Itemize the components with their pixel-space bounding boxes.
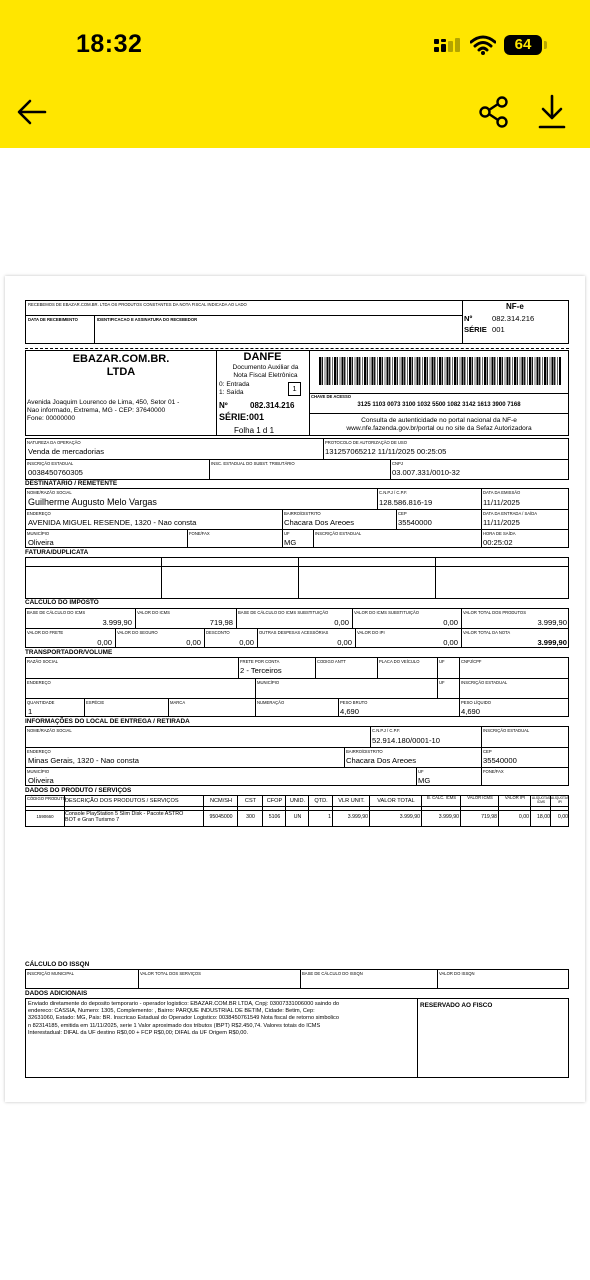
transp-bruto: 4,690 [340,707,360,716]
transp-uf2-label: UF [439,680,445,685]
col-descricao: DESCRIÇÃO DOS PRODUTOS / SERVIÇOS [65,798,179,804]
entrega-fone-label: FONE/FAX [483,769,504,774]
entrega-bairro-label: BAIRRO/DISTRITO [346,749,383,754]
adicionais-section: DADOS ADICIONAIS [25,990,88,997]
prod-ncm: 95045000 [209,814,233,820]
cnpj-value: 03.007.331/0010-32 [392,468,460,477]
issqn-servicos-label: VALOR TOTAL DOS SERVIÇOS [140,971,201,976]
operacao-box [25,438,569,480]
imp-desconto: 0,00 [239,638,254,647]
imp-ipi: 0,00 [443,638,458,647]
danfe-title: DANFE [243,351,282,363]
protocolo-label: PROTOCOLO DE AUTORIZAÇÃO DE USO [325,440,407,445]
prod-aicms: 18,00 [537,814,550,820]
arrow-left-icon [17,99,47,125]
chave-value: 3125 1103 0073 3100 1032 5500 1082 3142 1613 3900 7168 [357,402,521,408]
reservado-fisco: RESERVADO AO FISCO [420,1002,493,1009]
prod-qtd: 1 [328,814,331,820]
destinatario-section: DESTINATÁRIO / REMETENTE [25,480,118,487]
imp-bc-st-label: BASE DE CÁLCULO DO ICMS SUBSTITUIÇÃO [238,610,329,615]
imp-icms: 719,98 [209,618,233,627]
adicionais-line-2: endereco: CASSIA, Numero: 1305, Complemento: , Bairro: PARQUE INDUSTRIAL DE BETIM, Cidade: Betim, Cep: [28,1008,315,1015]
danfe-serie: SÉRIE:001 [219,412,265,422]
dest-municipio: Oliveira [28,538,54,547]
entrega-nome-label: NOME/RAZÃO SOCIAL [27,728,72,733]
col-vtotal: VALOR TOTAL [377,798,415,804]
adicionais-box [25,998,569,1078]
adicionais-line-5: Interestadual: DIFAL da UF destino R$0,00 + FCP R$0,00; DIFAL da UF Origem R$0,00. [28,1029,249,1036]
dest-municipio-label: MUNICÍPIO [27,531,50,536]
dest-nome: Guilherme Augusto Melo Vargas [28,497,157,507]
imp-desconto-label: DESCONTO [206,630,230,635]
prod-cst: 300 [246,814,255,820]
prod-desc-l1: Console PlayStation 5 Slim Disk - Pacote ASTRO [65,811,184,817]
dest-endereco: AVENIDA MIGUEL RESENDE, 1320 - Nao consta [28,518,197,527]
prod-desc-l2: BOT e Gran Turismo 7 [65,817,120,823]
prod-bcalc: 3.999,90 [438,814,459,820]
danfe-numero-label: Nº [219,401,228,410]
emitente-end-l2: Nao informado, Extrema, MG - CEP: 37640000 [27,407,166,414]
imp-frete: 0,00 [97,638,112,647]
transp-qtd: 1 [28,707,33,716]
prod-vicms: 719,98 [481,814,497,820]
produtos-table [25,795,569,827]
dest-endereco-label: ENDEREÇO [27,511,51,516]
col-aicms: ALÍQUOTAS ICMS [531,796,550,805]
dest-ie-label: INSCRIÇÃO ESTADUAL [315,531,362,536]
imposto-box [25,608,569,648]
issqn-im-label: INSCRIÇÃO MUNICIPAL [27,971,74,976]
issqn-base-label: BASE DE CÁLCULO DO ISSQN [302,971,363,976]
emitente-fone: Fone: 00000000 [27,415,76,422]
emitente-end-l1: Avenida Joaquim Lourenco de Lima, 450, Setor 01 - [27,399,180,406]
transp-frete: 2 - Terceiros [240,666,282,675]
danfe-sub-l1: Documento Auxiliar da [232,364,299,371]
wifi-icon [470,35,496,55]
danfe-tipo: 1 [288,382,301,396]
imp-seguro-label: VALOR DO SEGURO [117,630,158,635]
canhoto-nfe: NF-e [506,302,524,311]
canhoto-numero-label: Nº [464,314,473,323]
chave-label: CHAVE DE ACESSO [311,394,352,399]
transp-antt-label: CODIGO ANTT [317,659,346,664]
imp-outras: 0,00 [337,638,352,647]
protocolo-value: 131257065212 11/11/2025 00:25:05 [325,447,447,456]
dest-cpf-label: C.N.P.J / C.P.F. [379,490,408,495]
imp-st-label: VALOR DO ICMS SUBSTITUIÇÃO [354,610,420,615]
col-qtd: QTD. [314,798,328,804]
entrega-bairro: Chacara Dos Areoes [346,756,417,765]
entrega-box [25,726,569,786]
ident-recebedor-label: IDENTIFICACAO E ASSINATURA DO RECEBEDOR [97,317,198,322]
transp-frete-label: FRETE POR CONTA [240,659,280,664]
col-codigo: CÓDIGO PRODUTO [27,796,67,801]
chave-consulta-l1: Consulta de autenticidade no portal nacional da NF-e [361,417,517,424]
produtos-section: DADOS DO PRODUTO / SERVIÇOS [25,787,132,794]
danfe-folha: Folha 1 d 1 [234,426,275,435]
entrega-cep-label: CEP [483,749,492,754]
entrega-section: INFORMAÇÕES DO LOCAL DE ENTREGA / RETIRADA [25,718,190,725]
entrega-cnpj-label: C.N.P.J / C.P.F. [372,728,401,733]
canhoto-serie-label: SÉRIE [464,325,487,334]
issqn-section: CÁLCULO DO ISSQN [25,961,90,968]
dest-bairro-label: BAIRRO/DISTRITO [284,511,321,516]
prod-aipi: 0,00 [557,814,568,820]
danfe-document[interactable] [5,276,585,1102]
dest-nome-label: NOME/RAZÃO SOCIAL [27,490,72,495]
emitente-nome-l2: LTDA [106,366,136,378]
dest-hora-label: HORA DE SAÍDA [483,531,516,536]
col-cfop: CFOP [266,798,283,804]
danfe-numero: 082.314.216 [250,401,295,410]
dest-hora: 00:25:02 [483,538,513,547]
dest-bairro: Chacara Dos Areoes [284,518,355,527]
transp-numeracao-label: NUMERAÇÃO [257,700,285,705]
entrega-cep: 35540000 [483,756,517,765]
ie-value: 0038450760305 [28,468,83,477]
dest-entrada-label: DATA DA ENTRADA / SAÍDA [483,511,538,516]
entrega-municipio-label: MUNICÍPIO [27,769,50,774]
imp-seguro: 0,00 [186,638,201,647]
download-button[interactable] [532,92,572,132]
entrega-cnpj: 52.914.180/0001-10 [372,736,440,745]
entrega-endereco-label: ENDEREÇO [27,749,51,754]
imp-st: 0,00 [443,618,458,627]
entrega-municipio: Oliveira [28,776,54,785]
fatura-box [25,557,569,599]
entrega-endereco: Minas Gerais, 1320 - Nao consta [28,756,140,765]
barcode [319,357,561,385]
danfe-saida: 1: Saída [219,389,244,396]
transp-municipio-label: MUNICÍPIO [257,680,280,685]
imp-frete-label: VALOR DO FRETE [27,630,64,635]
issqn-box [25,969,569,989]
status-icons [434,32,542,58]
prod-codigo: 1590660 [36,814,54,819]
canhoto-serie: 001 [492,325,505,334]
imp-total-prod: 3.999,90 [537,618,567,627]
dest-entrada: 11/11/2025 [483,518,520,527]
col-ncm: NCM/SH [209,798,233,804]
transp-bruto-label: PESO BRUTO [340,700,368,705]
transportador-box [25,657,569,717]
transp-liquido: 4,690 [461,707,481,716]
danfe-entrada: 0: Entrada [219,381,250,388]
col-bcalc: B. CALC. ICMS [426,795,457,800]
imp-ipi-label: VALOR DO IPI [357,630,385,635]
chave-consulta-l2: www.nfe.fazenda.gov.br/portal ou no site da Sefaz Autorizadora [346,425,532,432]
destinatario-box [25,488,569,548]
prod-vipi: 0,00 [518,814,529,820]
transp-placa-label: PLACA DO VEÍCULO [379,659,420,664]
transp-ie-label: INSCRIÇÃO ESTADUAL [461,680,508,685]
imp-bc-st: 0,00 [334,618,349,627]
prod-vunit: 3.999,90 [347,814,368,820]
dest-cpf: 128.586.816-19 [379,498,433,507]
share-icon [478,96,510,128]
col-vicms: VALOR ICMS [467,795,493,800]
app-bar [0,0,590,148]
canhoto [25,300,569,344]
prod-cfop: 5106 [268,814,281,820]
dest-fone-label: FONE/FAX [189,531,210,536]
col-cst: CST [244,798,257,804]
imp-total-nota-label: VALOR TOTAL DA NOTA [463,630,511,635]
status-time: 18:32 [76,30,143,58]
imp-bc-icms-label: BASE DE CÁLCULO DO ICMS [27,610,86,615]
transp-endereco-label: ENDEREÇO [27,680,51,685]
transp-cnpj-label: CNPJ/CPF [461,659,482,664]
dest-cep: 35540000 [398,518,432,527]
back-button[interactable] [12,92,52,132]
natureza-label: NATUREZA DA OPERAÇÃO [27,440,81,445]
dest-emissao-label: DATA DA EMISSÃO [483,490,521,495]
natureza-value: Venda de mercadorias [28,447,104,456]
col-vipi: VALOR IPI [504,795,526,800]
dest-cep-label: CEP [398,511,407,516]
ie-label: INSCRIÇÃO ESTADUAL [27,461,74,466]
adicionais-line-1: Enviado diretamente do deposito temporario - operador logistico: EBAZAR.COM.BR LTDA, Cnpj: 03007331006000 saindo do [28,1001,340,1007]
download-icon [537,94,567,130]
imposto-section: CÁLCULO DO IMPOSTO [25,599,99,606]
share-button[interactable] [474,92,514,132]
danfe-header [25,350,569,436]
adicionais-line-3: 32631060, Estado: MG, Pais: BR. Inscricao Estadual do Operador Logistico: 0038450761549 Nota fiscal de retorno simbolico [28,1015,339,1022]
imp-total-nota: 3.999,90 [537,638,567,647]
fatura-section: FATURA/DUPLICATA [25,549,89,556]
imp-outras-label: OUTRAS DESPESAS ACESSÓRIAS [259,630,329,635]
col-aipi: ALÍQUOTAS IPI [551,796,570,805]
prod-vtotal: 3.999,90 [399,814,420,820]
imp-icms-label: VALOR DO ICMS [137,610,170,615]
dest-uf-label: UF [284,531,290,536]
battery-icon: 64 [504,35,542,55]
canhoto-numero: 082.314.216 [492,314,535,323]
adicionais-line-4: n 82314185, emitida em 11/11/2025, serie 1 Valor aproximado dos tributos (IBPT) R$2.450,74. Valores totais do ICMS [28,1022,321,1029]
prod-unid: UN [293,814,302,820]
imp-bc-icms: 3.999,90 [102,618,132,627]
col-vunit: VLR UNIT. [338,798,365,804]
transp-uf-label: UF [439,659,445,664]
danfe-sub-l2: Nota Fiscal Eletrônica [233,372,298,379]
cnpj-label: CNPJ [392,461,403,466]
transp-razao-label: RAZÃO SOCIAL [27,659,58,664]
transportador-section: TRANSPORTADOR/VOLUME [25,649,113,656]
iest-label: INSC. ESTADUAL DO SUBST. TRIBUTÁRIO [211,461,295,466]
signal-icon [434,36,462,54]
issqn-valor-label: VALOR DO ISSQN [439,971,475,976]
imp-total-prod-label: VALOR TOTAL DOS PRODUTOS [463,610,526,615]
entrega-uf-label: UF [418,769,424,774]
col-unid: UNID. [289,798,306,804]
transp-liquido-label: PESO LÍQUIDO [461,700,492,705]
transp-qtd-label: QUANTIDADE [27,700,55,705]
transp-marca-label: MARCA [170,700,186,705]
transp-especie-label: ESPÉCIE [86,700,105,705]
data-recebimento-label: DATA DE RECEBIMENTO [28,317,78,322]
entrega-ie-label: INSCRIÇÃO ESTADUAL [483,728,530,733]
canhoto-recebemos: RECEBEMOS DE EBAZAR.COM.BR. LTDA OS PRODUTOS CONSTANTES DA NOTA FISCAL INDICADA AO LADO [28,302,247,307]
emitente-nome-l1: EBAZAR.COM.BR. [72,353,170,365]
dest-emissao: 11/11/2025 [483,498,520,507]
entrega-uf: MG [418,776,431,785]
dest-uf: MG [284,538,297,547]
